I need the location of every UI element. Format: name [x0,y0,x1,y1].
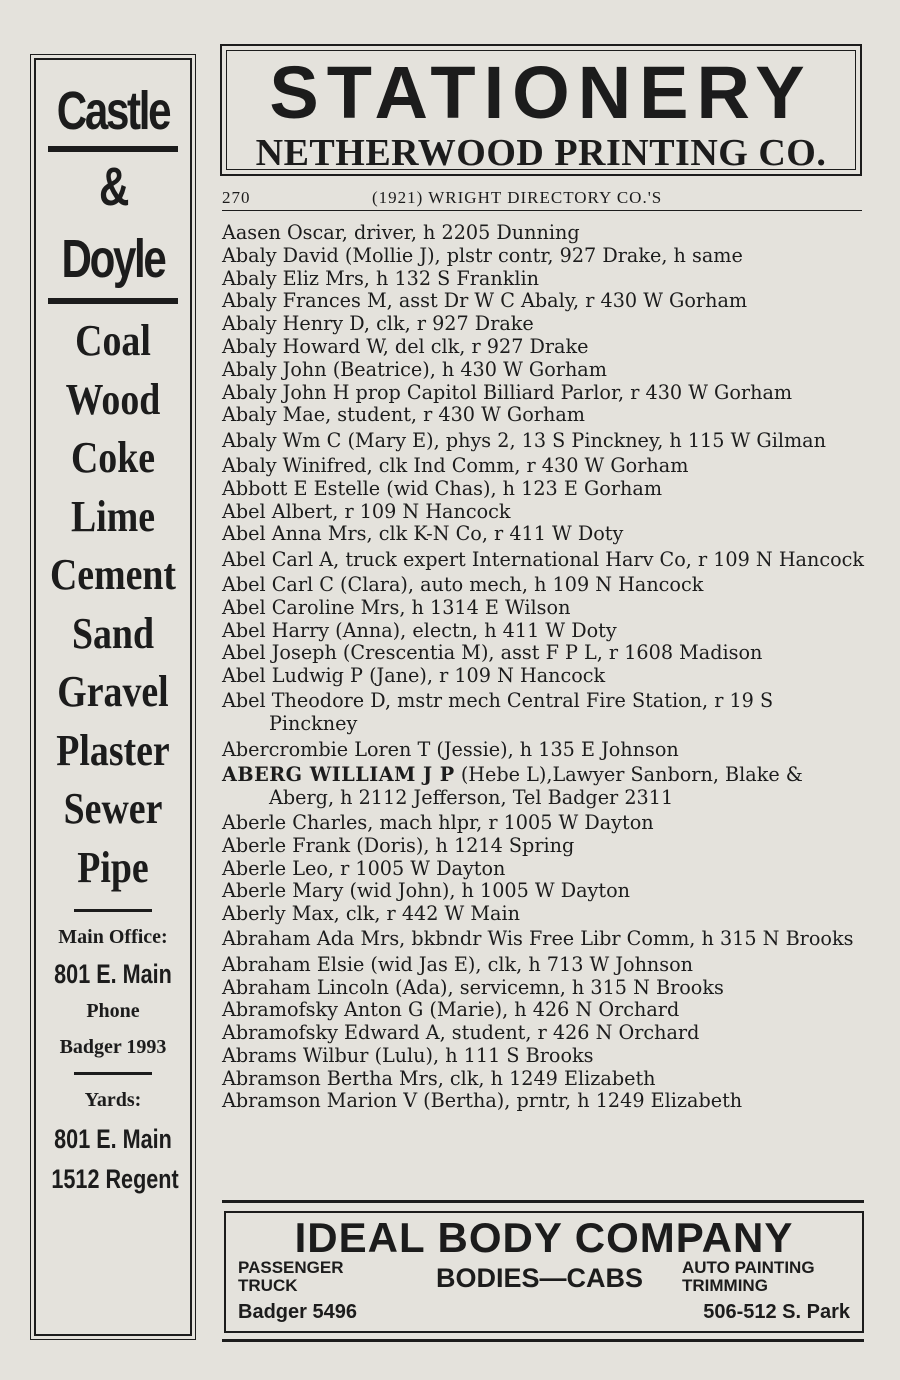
directory-entry [222,455,866,478]
directory-entry [222,523,866,546]
product-item: Plaster [56,725,170,775]
entry-text: Abel Carl A, truck expert International Harv Co, r 109 N Hancock [222,547,865,571]
directory-entry [222,501,866,524]
entry-text: Abramofsky Anton G (Marie), h 426 N Orchard [222,998,680,1022]
entry-text: (Hebe L),Lawyer Sanborn, Blake & Aberg, h 2112 Jefferson, Tel Badger 2311 [269,762,803,809]
entry-text: Abraham Elsie (wid Jas E), clk, h 713 W Johnson [222,952,694,976]
ad-divider [48,146,178,152]
page-title: (1921) WRIGHT DIRECTORY CO.'S [372,188,663,207]
directory-entry [222,690,866,736]
ad-divider [74,1072,152,1075]
entry-text: Abaly Wm C (Mary E), phys 2, 13 S Pinckney, h 115 W Gilman [222,428,826,452]
sidebar-ad [34,58,192,1336]
entry-text: Abel Theodore D, mstr mech Central Fire Station, r 19 S Pinckney [222,689,774,736]
ad-left-line-2: TRUCK [238,1276,298,1295]
entry-text: Abel Anna Mrs, clk K-N Co, r 411 W Doty [222,522,624,546]
ad-name-castle: Castle [56,81,170,141]
product-list [36,312,190,897]
directory-entry [222,1045,866,1068]
directory-entry [222,642,866,665]
entry-text: Aberle Mary (wid John), h 1005 W Dayton [222,879,631,903]
ad-ampersand: & [98,157,128,217]
directory-entry [222,812,866,835]
entry-text: Abel Ludwig P (Jane), r 109 N Hancock [222,664,606,688]
entry-text: Aasen Oscar, driver, h 2205 Dunning [222,221,580,244]
directory-listing [222,222,866,1113]
directory-entry [222,336,866,359]
ad-divider [48,298,178,304]
phone-number: Badger 1993 [59,1036,167,1058]
directory-entry [222,268,866,291]
directory-entry [222,903,866,926]
entry-text: Abaly Eliz Mrs, h 132 S Franklin [222,266,539,290]
ad-left-line-1: PASSENGER [238,1258,344,1277]
entry-text: Abel Joseph (Crescentia M), asst F P L, r 1608 Madison [222,641,763,665]
entry-text: Abaly David (Mollie J), plstr contr, 927 Drake, h same [222,243,743,267]
directory-entry [222,858,866,881]
ad-phone: Badger 5496 [238,1301,357,1323]
directory-entry [222,549,866,572]
product-item: Gravel [57,667,169,716]
entry-text: Abel Albert, r 109 N Hancock [222,499,511,523]
entry-text: Abramofsky Edward A, student, r 426 N Orchard [222,1021,700,1045]
ad-right-line-2: TRIMMING [682,1276,768,1295]
entry-text: Abel Caroline Mrs, h 1314 E Wilson [222,595,571,619]
entry-text: Abramson Marion V (Bertha), prntr, h 1249 Elizabeth [222,1089,743,1113]
ad-inner-border [226,50,856,174]
ad-right-line-1: AUTO PAINTING [682,1258,815,1277]
yards-label: Yards: [84,1089,142,1111]
directory-entry [222,222,866,245]
directory-entry [222,954,866,977]
stationery-ad [220,44,862,176]
entry-text: Aberle Charles, mach hlpr, r 1005 W Dayton [222,810,654,834]
directory-entry [222,359,866,382]
entry-text: Abraham Ada Mrs, bkbndr Wis Free Libr Comm, h 315 N Brooks [222,927,854,951]
directory-entry [222,1090,866,1113]
entry-text: Abbott E Estelle (wid Chas), h 123 E Gorham [222,476,663,500]
product-item: Pipe [77,842,149,892]
ad-divider [74,909,152,912]
product-item: Coal [75,316,151,365]
ad-headline: IDEAL BODY COMPANY [294,1214,794,1261]
entry-text: Aberly Max, clk, r 442 W Main [222,902,520,926]
body-company-ad [222,1200,864,1342]
ad-company: NETHERWOOD PRINTING CO. [255,132,827,174]
phone-label: Phone [86,1000,140,1022]
product-item: Coke [70,433,156,482]
directory-entry [222,1022,866,1045]
product-item: Sewer [63,784,163,833]
entry-text: Abaly Henry D, clk, r 927 Drake [222,312,534,336]
product-item: Sand [71,608,155,658]
entry-text: Abaly Winifred, clk Ind Comm, r 430 W Gorham [222,453,689,477]
page-number: 270 [222,188,251,207]
directory-entry [222,597,866,620]
product-item: Lime [70,491,156,541]
entry-text: Abrams Wilbur (Lulu), h 111 S Brooks [222,1043,594,1067]
product-item: Wood [65,374,161,424]
entry-text: Aberle Leo, r 1005 W Dayton [222,856,506,880]
entry-text: Abaly Mae, student, r 430 W Gorham [222,403,585,427]
office-address: 801 E. Main [54,959,172,989]
directory-entry [222,382,866,405]
yard-address-1: 801 E. Main [54,1124,172,1154]
ad-address: 506-512 S. Park [703,1301,850,1323]
directory-entry [222,999,866,1022]
directory-entry [222,620,866,643]
directory-entry [222,574,866,597]
entry-text: Abaly John H prop Capitol Billiard Parlor, r 430 W Gorham [222,380,793,404]
entry-text: Abercrombie Loren T (Jessie), h 135 E Johnson [222,737,679,761]
directory-entry [222,739,866,762]
directory-entry [222,1068,866,1091]
ad-center-text: BODIES—CABS [436,1263,644,1293]
directory-entry [222,665,866,688]
entry-name-bold: ABERG WILLIAM J P [222,762,455,786]
entry-text: Abaly Frances M, asst Dr W C Abaly, r 430 W Gorham [222,289,748,313]
directory-entry [222,404,866,427]
entry-text: Aberle Frank (Doris), h 1214 Spring [222,833,575,857]
entry-text: Abramson Bertha Mrs, clk, h 1249 Elizabeth [222,1066,656,1090]
ad-box [224,1211,864,1333]
directory-entry [222,245,866,268]
directory-entry [222,764,866,810]
entry-text: Abel Carl C (Clara), auto mech, h 109 N Hancock [222,572,704,596]
page-header [222,186,862,211]
directory-entry [222,313,866,336]
directory-entry [222,977,866,1000]
entry-text: Abel Harry (Anna), electn, h 411 W Doty [222,618,617,642]
ad-name-doyle: Doyle [61,229,165,289]
entry-text: Abaly Howard W, del clk, r 927 Drake [222,334,589,358]
office-label: Main Office: [58,926,168,948]
ad-headline: STATIONERY [269,51,813,134]
product-item: Cement [49,550,177,599]
entry-text: Abaly John (Beatrice), h 430 W Gorham [222,357,607,381]
directory-entry [222,430,866,453]
directory-entry [222,478,866,501]
directory-entry [222,835,866,858]
directory-entry [222,290,866,313]
yard-address-2: 1512 Regent [51,1164,179,1194]
entry-text: Abraham Lincoln (Ada), servicemn, h 315 N Brooks [222,975,724,999]
directory-entry [222,880,866,903]
directory-entry [222,928,866,951]
